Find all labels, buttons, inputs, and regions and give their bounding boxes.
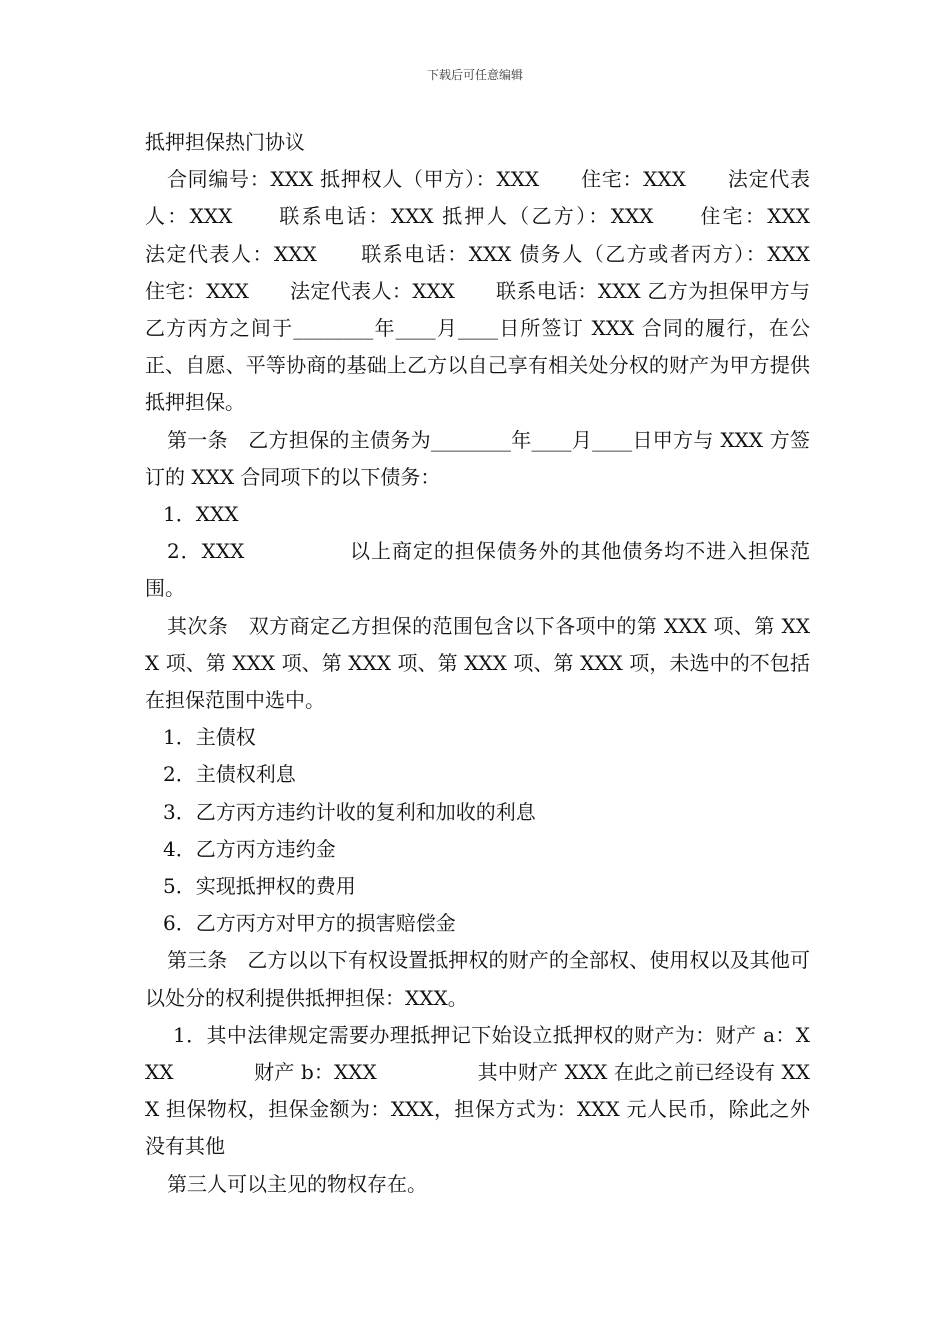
list-item: 5．实现抵押权的费用 — [163, 874, 356, 899]
list-item: 2．主债权利息 — [163, 762, 296, 787]
paragraph-article-2: 其次条 双方商定乙方担保的范围包含以下各项中的第 XXX 项、第 XXX 项、第 XXX 项、第 XXX 项、第 XXX 项、第 XXX 项，未选中的不包括在担保范围中选中。 — [145, 613, 810, 713]
list-item: 1．XXX — [163, 502, 239, 527]
paragraph-property: 1．其中法律规定需要办理抵押记下始设立抵押权的财产为：财产 a：XXX 财产 b：XXX 其中财产 XXX 在此之前已经设有 XXX 担保物权，担保金额为：XXX，担保方式为：XXX 元人民币，除此之外没有其他 — [145, 1022, 810, 1159]
list-item: 4．乙方丙方违约金 — [163, 836, 336, 861]
document-body — [145, 124, 850, 1203]
list-item: 3．乙方丙方违约计收的复利和加收的利息 — [163, 799, 536, 824]
paragraph-article-1: 第一条 乙方担保的主债务为________年____月____日甲方与 XXX 方签订的 XXX 合同项下的以下债务： — [145, 427, 810, 489]
paragraph-parties: 合同编号：XXX 抵押权人（甲方）：XXX 住宅：XXX 法定代表人：XXX 联系电话：XXX 抵押人（乙方）：XXX 住宅：XXX 法定代表人：XXX 联系电话：XXX 债务人（乙方或者丙方）：XXX 住宅：XXX 法定代表人：XXX 联系电话：XXX 乙方为担保甲方与乙方丙方之间于________年____月____日所签订 XXX 合同的履行，在公正、自愿、平等协商的基础上乙方以自己享有相关处分权的财产为甲方提供抵押担保。 — [145, 167, 850, 415]
list-item: 1．主债权 — [163, 725, 256, 750]
paragraph-article-3: 第三条 乙方以以下有权设置抵押权的财产的全部权、使用权以及其他可以处分的权利提供抵押担保：XXX。 — [145, 948, 810, 1010]
paragraph-closing: 第三人可以主见的物权存在。 — [167, 1171, 427, 1196]
list-item: 2．XXX 以上商定的担保债务外的其他债务均不进入担保范围。 — [145, 539, 810, 601]
list-item: 6．乙方丙方对甲方的损害赔偿金 — [163, 911, 456, 936]
page-header: 下载后可任意编辑 — [426, 68, 523, 82]
document-title: 抵押担保热门协议 — [145, 130, 305, 154]
